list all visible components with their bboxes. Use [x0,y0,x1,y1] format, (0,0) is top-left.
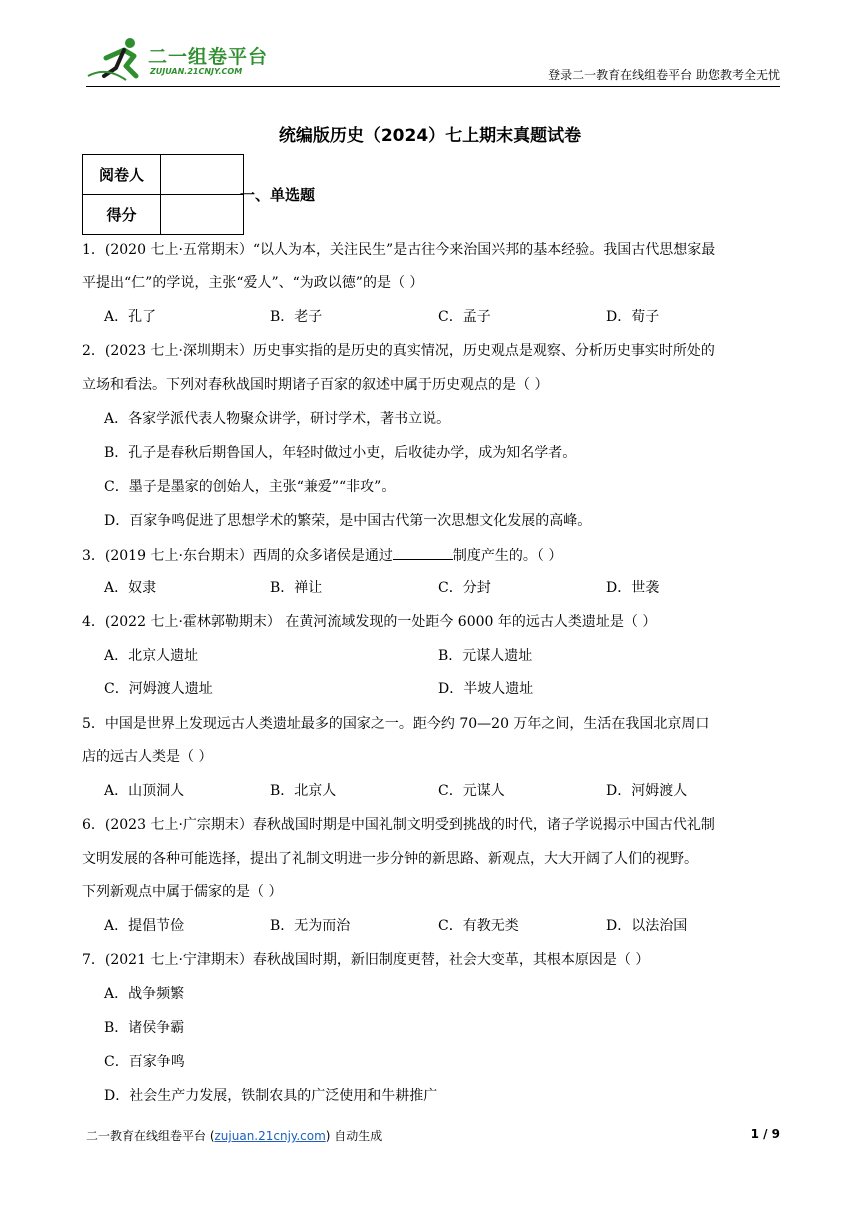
q3-stem [82,545,562,566]
q6-stem-line1: 6．(2023 七上·广宗期末）春秋战国时期是中国礼制文明受到挑战的时代，诸子学说揭示中国古代礼制 [82,817,715,833]
q6-stem-line3: 下列新观点中属于儒家的是（ ） [82,884,283,900]
page-header [86,36,780,87]
q5-option-a: A．山顶洞人 [104,783,185,799]
q4-stem-line1: 4．(2022 七上·霍林郭勒期末） 在黄河流域发现的一处距今 6000 年的远古人类遗址是（ ） [82,614,657,630]
q4-option-d: D．半坡人遗址 [438,681,534,697]
reviewer-label: 阅卷人 [83,155,161,195]
q5-option-b: B．北京人 [270,783,337,799]
q1-option-b: B．老子 [270,309,323,325]
q1-option-d: D．荀子 [606,309,660,325]
q1-stem-line1: 1．(2020 七上·五常期末）“以人为本，关注民生”是古往今来治国兴邦的基本经验。我国古代思想家最 [82,242,716,258]
q7-option-a: A．战争频繁 [104,986,185,1002]
page-footer [86,1127,382,1144]
score-table [82,154,244,235]
q1-stem-line2: 平提出“仁”的学说，主张“爱人”、“为政以德”的是（ ） [82,275,424,291]
page-number: 1 / 9 [750,1127,780,1141]
logo-text: 二一组卷平台 [148,46,269,68]
q4-option-a: A．北京人遗址 [104,648,199,664]
q5-option-d: D．河姆渡人 [606,783,688,799]
runner-icon [86,36,146,82]
q1-option-c: C．孟子 [438,309,491,325]
footer-text-before: 二一教育在线组卷平台 ( [86,1129,215,1143]
q6-option-a: A．提倡节俭 [104,918,185,934]
q2-option-d: D．百家争鸣促进了思想学术的繁荣，是中国古代第一次思想文化发展的高峰。 [104,513,592,529]
q7-stem-line1: 7．(2021 七上·宁津期末）春秋战国时期，新旧制度更替，社会大变革，其根本原因是（ ） [82,952,650,968]
footer-text-after: ) 自动生成 [325,1129,383,1143]
exam-title: 统编版历史（2024）七上期末真题试卷 [278,126,582,146]
score-cell [161,195,244,235]
q2-stem-line1: 2．(2023 七上·深圳期末）历史事实指的是历史的真实情况，历史观点是观察、分析历史事实时所处的 [82,343,715,359]
q7-option-d: D．社会生产力发展，铁制农具的广泛使用和牛耕推广 [104,1088,438,1104]
q3-blank [393,545,453,560]
q4-option-c: C．河姆渡人遗址 [104,681,213,697]
header-slogan: 登录二一教育在线组卷平台 助您教考全无忧 [548,68,780,82]
q3-option-b: B．禅让 [270,580,323,596]
q3-stem-before: 3．(2019 七上·东台期末）西周的众多诸侯是通过 [82,548,393,564]
q6-option-d: D．以法治国 [606,918,688,934]
footer-link[interactable]: zujuan.21cnjy.com [214,1129,326,1143]
q3-option-a: A．奴隶 [104,580,157,596]
q6-option-b: B．无为而治 [270,918,351,934]
score-label: 得分 [83,195,161,235]
q6-option-c: C．有教无类 [438,918,519,934]
q3-stem-after: 制度产生的。（ ） [452,548,563,564]
reviewer-cell [161,155,244,195]
q2-option-b: B．孔子是春秋后期鲁国人，年轻时做过小吏，后收徒办学，成为知名学者。 [104,445,577,461]
q5-stem-line2: 店的远古人类是（ ） [82,749,213,765]
q4-option-b: B．元谋人遗址 [438,648,533,664]
section-heading: 一、单选题 [240,186,316,204]
q7-option-c: C．百家争鸣 [104,1054,185,1070]
q2-option-c: C．墨子是墨家的创始人，主张“兼爱”“非攻”。 [104,479,396,495]
q5-stem-line1: 5．中国是世界上发现远古人类遗址最多的国家之一。距今约 70—20 万年之间，生活在我国北京周口 [82,716,710,732]
q2-option-a: A．各家学派代表人物聚众讲学，研讨学术，著书立说。 [104,411,451,427]
platform-logo[interactable] [86,36,276,82]
q6-stem-line2: 文明发展的各种可能选择，提出了礼制文明进一步分钟的新思路、新观点，大大开阔了人们的视野。 [82,851,698,867]
q1-option-a: A．孔了 [104,309,157,325]
q2-stem-line2: 立场和看法。下列对春秋战国时期诸子百家的叙述中属于历史观点的是（ ） [82,377,549,393]
q3-option-d: D．世袭 [606,580,660,596]
q3-option-c: C．分封 [438,580,491,596]
q5-option-c: C．元谋人 [438,783,505,799]
q7-option-b: B．诸侯争霸 [104,1020,185,1036]
logo-domain: ZUJUAN.21CNJY.COM [150,67,243,76]
